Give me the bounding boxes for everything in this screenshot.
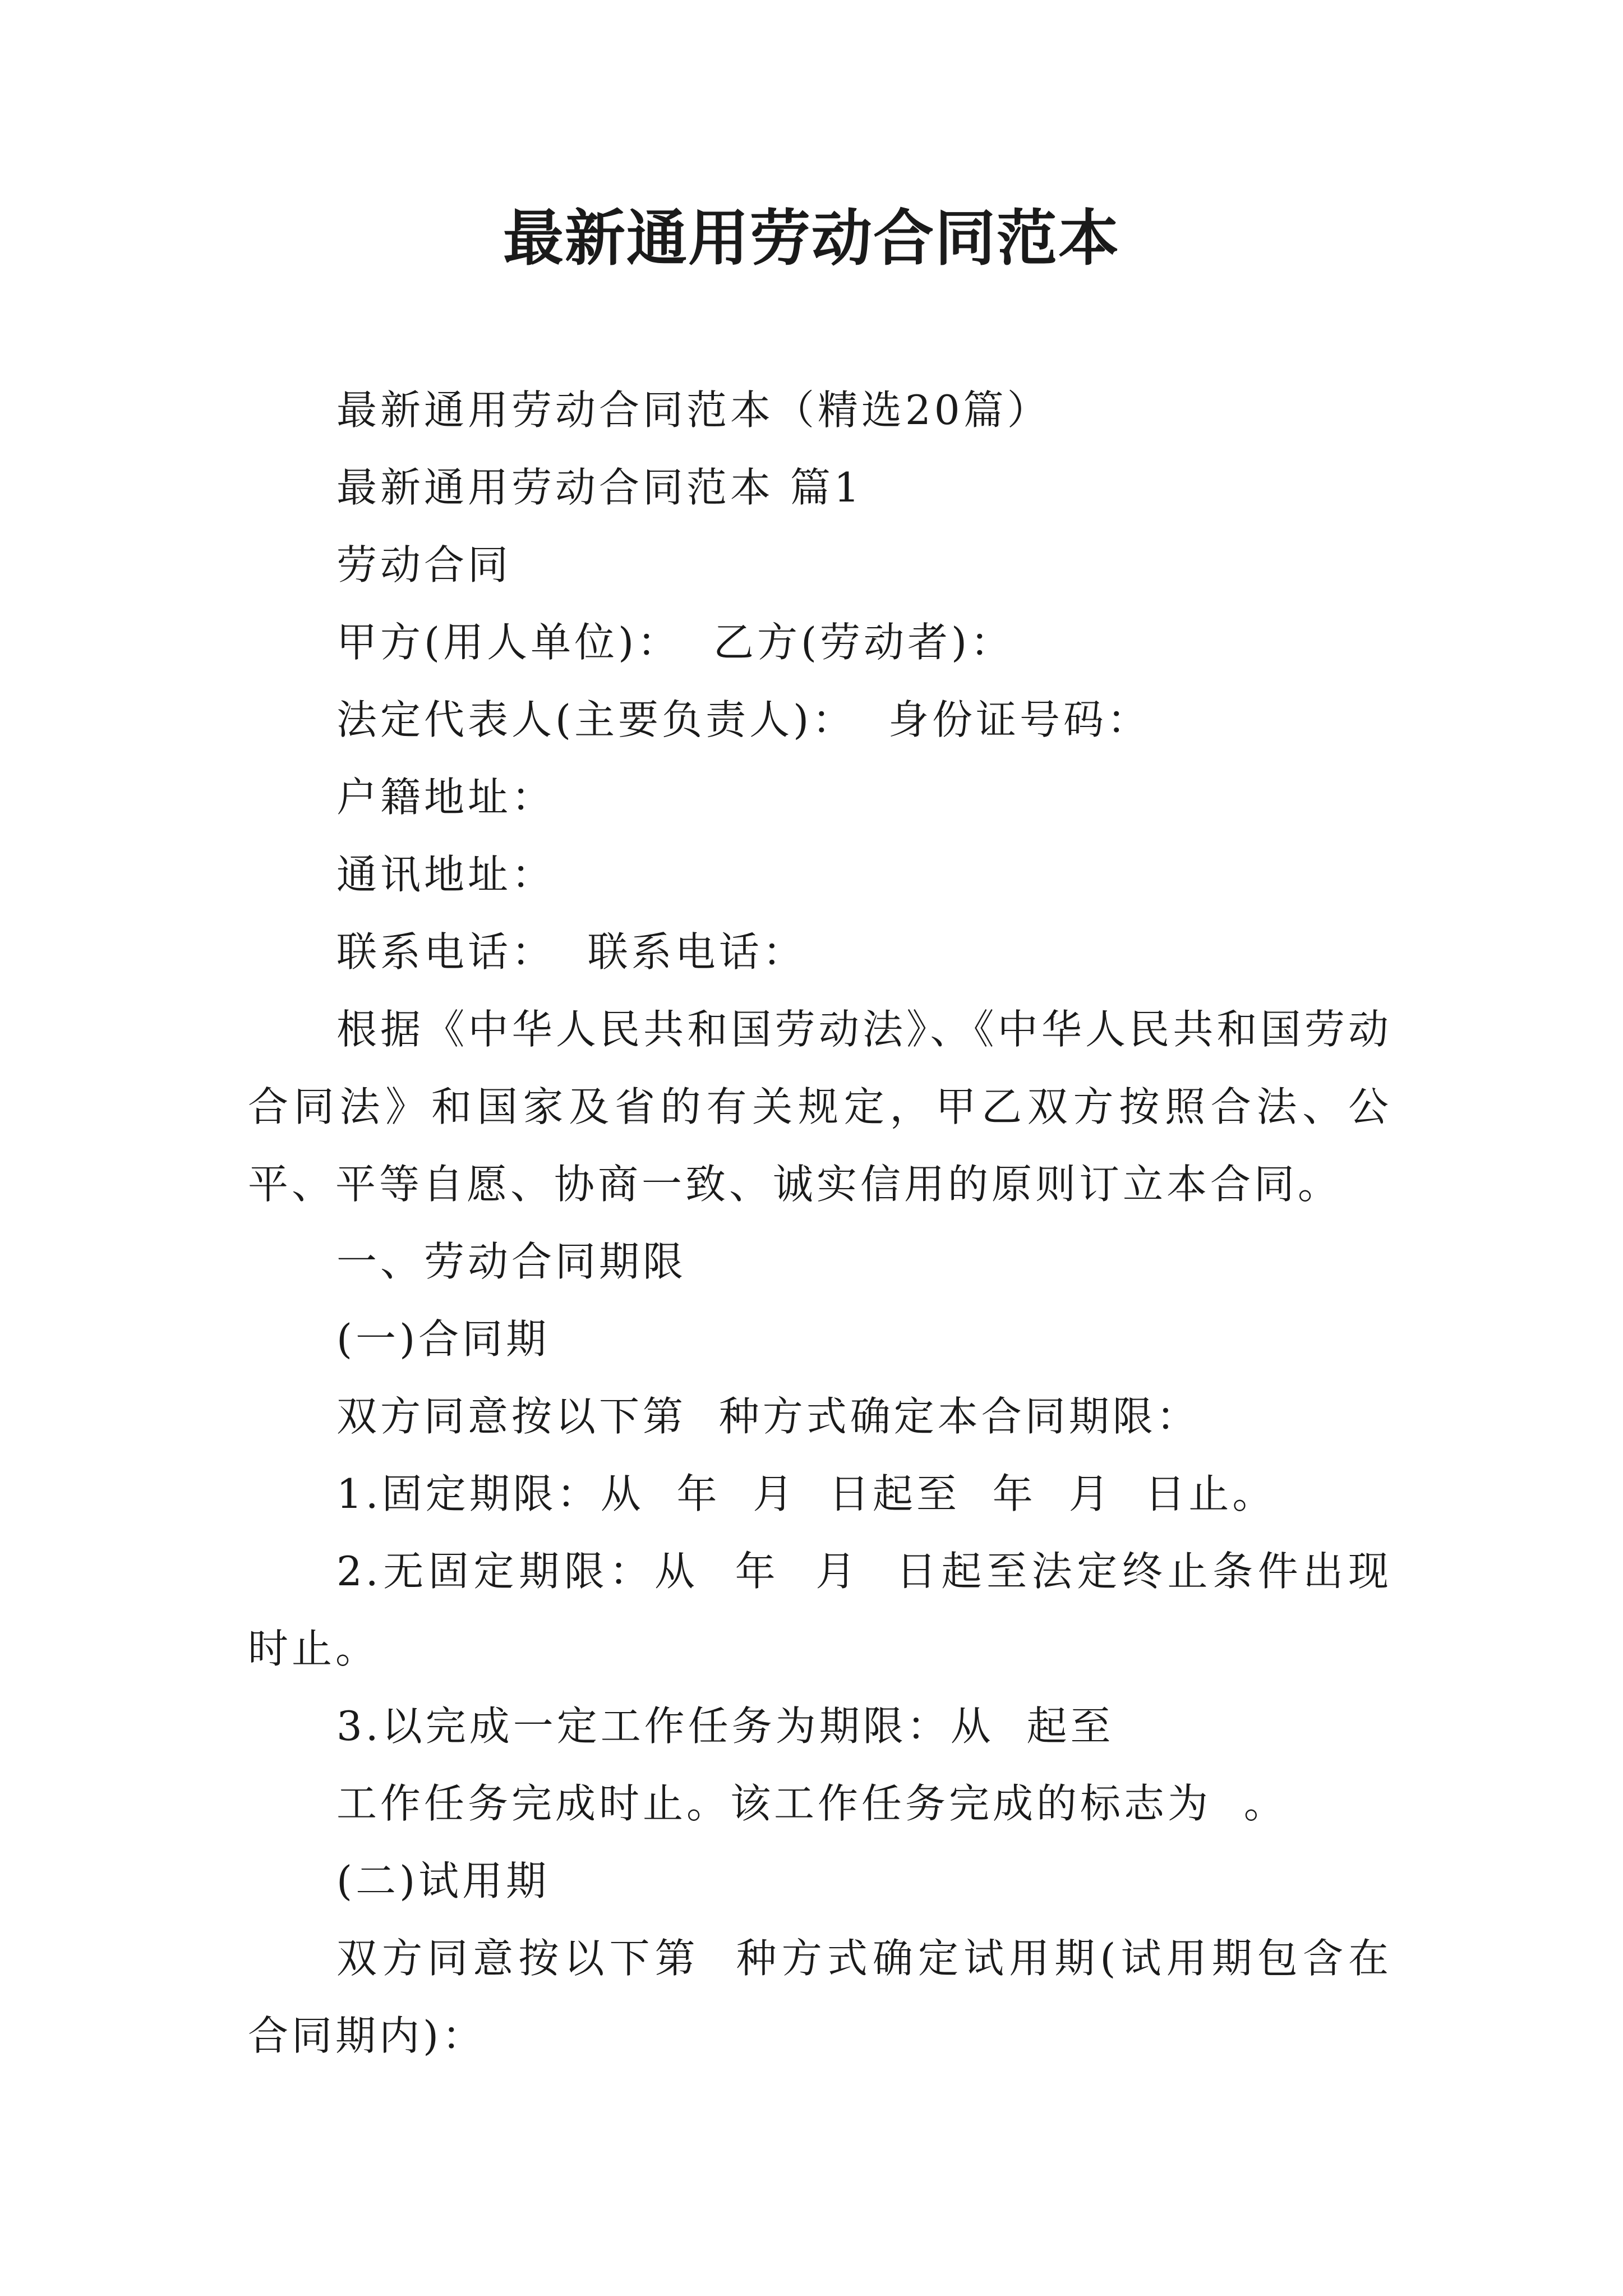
paragraph: 双方同意按以下第 种方式确定本合同期限： xyxy=(336,1393,1200,1440)
paragraph: 工作任务完成时止。该工作任务完成的标志为 。 xyxy=(336,1780,1288,1827)
paragraph: 联系电话： 联系电话： xyxy=(336,928,806,976)
list-item: 2.无固定期限：从 年 月 日起至法定终止条件出现时止。 xyxy=(248,1548,1392,1672)
paragraph: 通讯地址： xyxy=(336,851,556,898)
document-title: 最新通用劳动合同范本 xyxy=(502,203,1120,274)
paragraph: 户籍地址： xyxy=(336,774,556,821)
paragraph: 法定代表人(主要负责人)： 身份证号码： xyxy=(336,696,1151,743)
list-item: 3.以完成一定工作任务为期限：从 起至 xyxy=(336,1703,1114,1750)
document-body xyxy=(248,371,1392,2074)
paragraph: 甲方(用人单位)： 乙方(劳动者)： xyxy=(336,619,1015,666)
paragraph: 根据《中华人民共和国劳动法》、《中华人民共和国劳动合同法》和国家及省的有关规定，甲乙双方按照合法、公平、平等自愿、协商一致、诚实信用的原则订立本合同。 xyxy=(248,1006,1392,1208)
subsection-heading: (二)试用期 xyxy=(336,1857,550,1904)
paragraph: 劳动合同 xyxy=(336,541,512,588)
paragraph: 双方同意按以下第 种方式确定试用期(试用期包含在合同期内)： xyxy=(248,1935,1392,2059)
subsection-heading: (一)合同期 xyxy=(336,1315,550,1363)
paragraph: 最新通用劳动合同范本（精选20篇） xyxy=(336,386,1051,434)
section-heading: 一、劳动合同期限 xyxy=(336,1238,687,1285)
paragraph: 最新通用劳动合同范本 篇1 xyxy=(336,464,863,511)
list-item: 1.固定期限：从 年 月 日起至 年 月 日止。 xyxy=(336,1470,1276,1517)
